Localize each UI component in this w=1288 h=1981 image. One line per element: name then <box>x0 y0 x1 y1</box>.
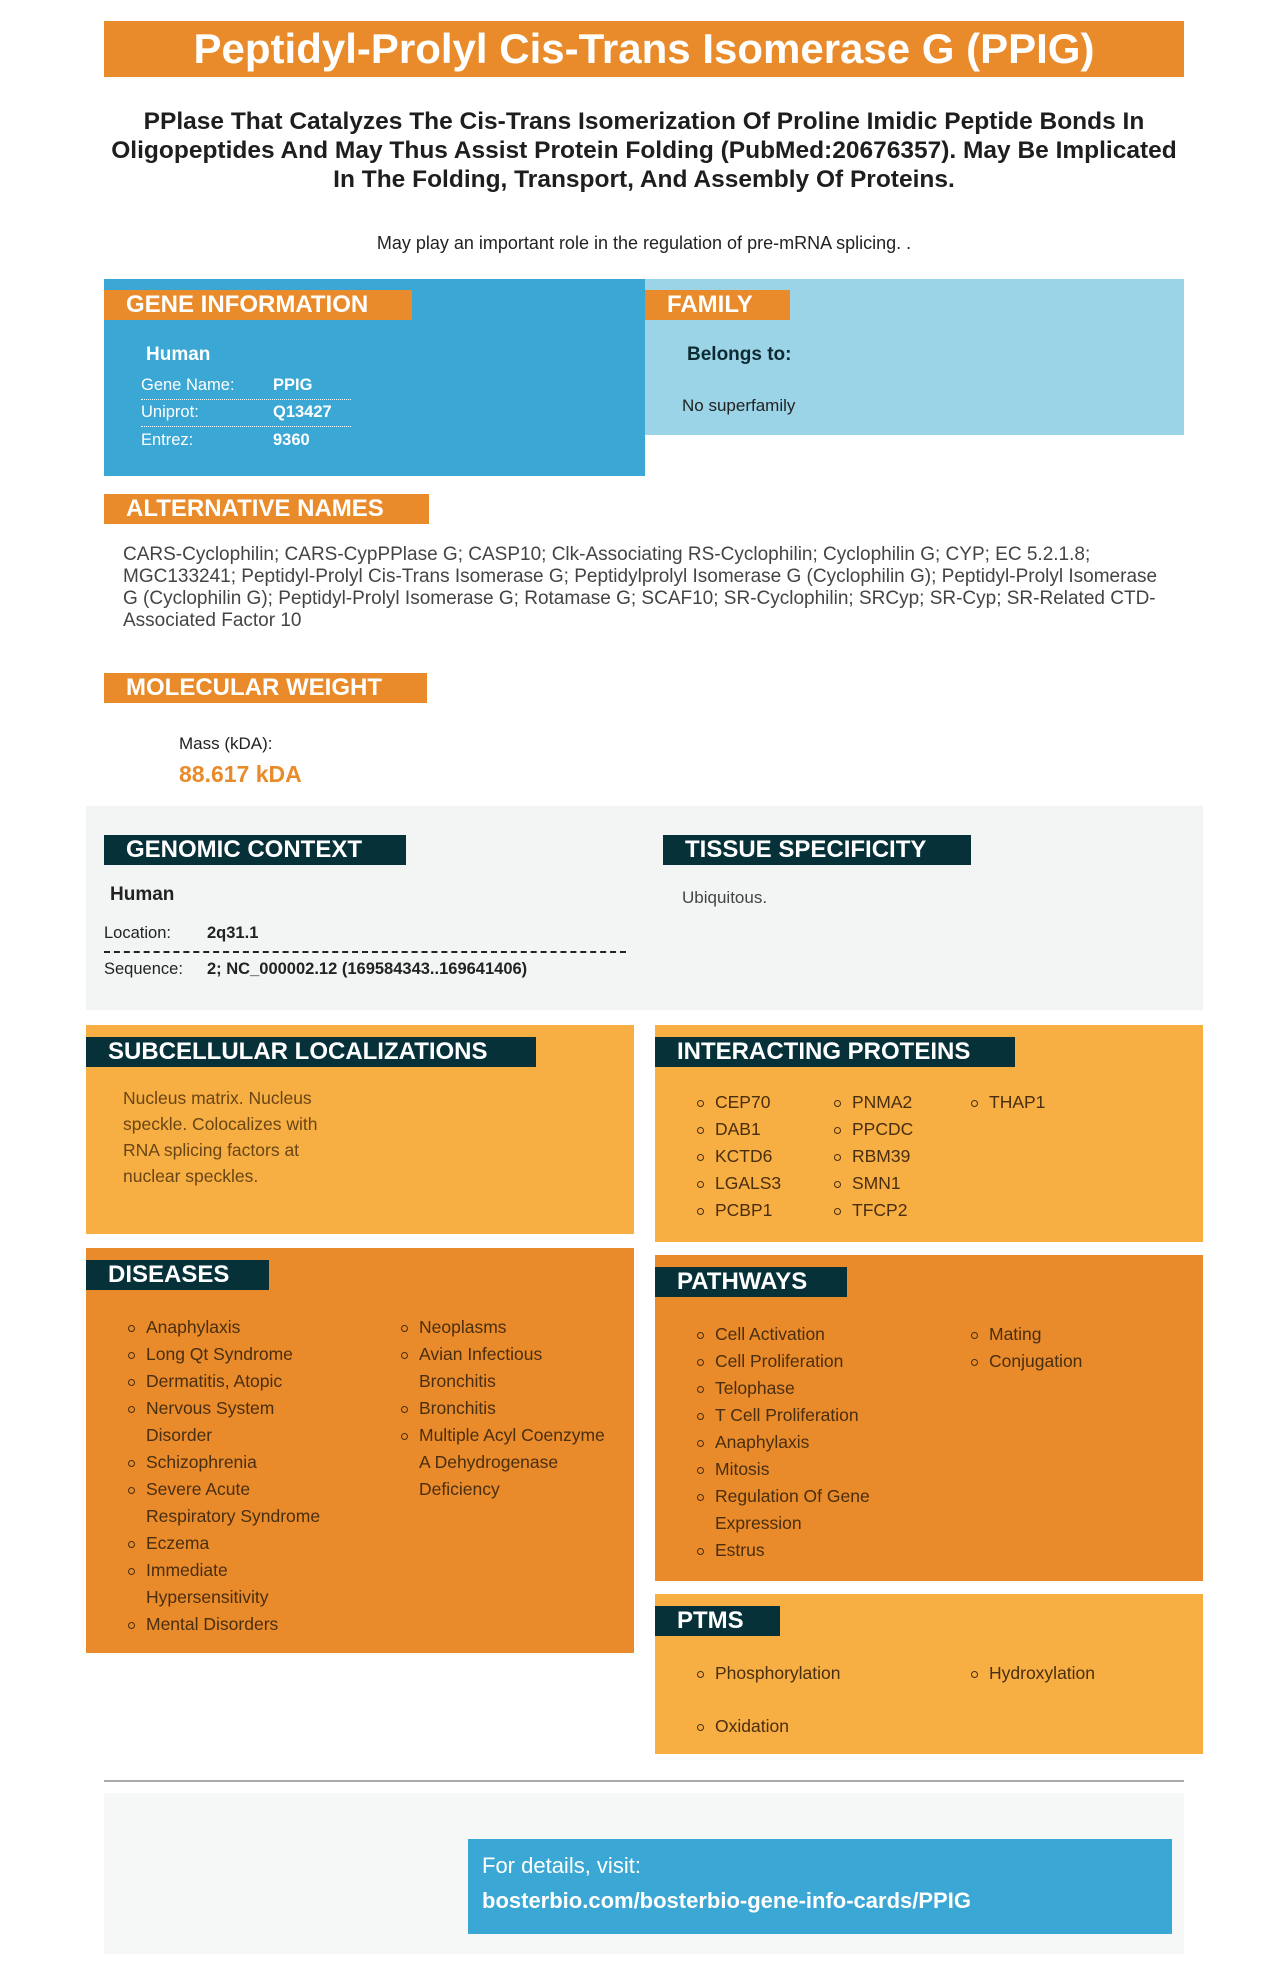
subcellular-localizations-panel <box>86 1025 634 1234</box>
tissue-specificity-text: Ubiquitous. <box>682 888 768 907</box>
ptm-item: Oxidation <box>695 1713 841 1740</box>
interacting-protein-list <box>695 1089 781 1224</box>
disease-item: Neoplasms <box>399 1314 609 1341</box>
interacting-protein-item: PPCDC <box>832 1116 913 1143</box>
interacting-protein-item: THAP1 <box>969 1089 1045 1116</box>
uniprot-row <box>141 403 351 427</box>
location-label: Location: <box>104 924 171 942</box>
pathway-item: T Cell Proliferation <box>695 1402 925 1429</box>
subcellular-localizations-header: SUBCELLULAR LOCALIZATIONS <box>86 1037 536 1067</box>
gene-name-label: Gene Name: <box>141 376 235 394</box>
uniprot-label: Uniprot: <box>141 403 199 421</box>
gene-name-value: PPIG <box>273 376 313 394</box>
alternative-names-text: CARS-Cyclophilin; CARS-CypPPlase G; CASP10; Clk-Associating RS-Cyclophilin; Cyclophilin G; CYP; EC 5.2.1.8; MGC133241; Peptidyl-Prolyl Cis-Trans Isomerase G; Peptidylprolyl Isomerase G (Cyclophilin G); Peptidyl-Prolyl Isomerase G (Cyclophilin G); Peptidyl-Prolyl Isomerase G; Rotamase G; SCAF10; SR-Cyclophilin; SRCyp; SR-Cyp; SR-Related CTD-Associated Factor 10 <box>123 544 1158 631</box>
family-header: FAMILY <box>645 290 790 320</box>
protein-function-summary: PPlase That Catalyzes The Cis-Trans Isomerization Of Proline Imidic Peptide Bonds In Oligopeptides And May Thus Assist Protein Folding (PubMed:20676357). May Be Implicated In The Folding, Transport, And Assembly Of Proteins. <box>111 108 1177 193</box>
diseases-header: DISEASES <box>86 1260 269 1290</box>
disease-item: Severe Acute Respiratory Syndrome <box>126 1476 326 1530</box>
gene-information-panel <box>104 279 645 476</box>
pathways-header: PATHWAYS <box>655 1267 847 1297</box>
disease-item: Schizophrenia <box>126 1449 326 1476</box>
disease-item: Multiple Acyl Coenzyme A Dehydrogenase Deficiency <box>399 1422 609 1503</box>
interacting-protein-item: SMN1 <box>832 1170 913 1197</box>
interacting-protein-list <box>832 1089 913 1224</box>
interacting-protein-list <box>969 1089 1045 1116</box>
ptms-panel <box>655 1594 1203 1754</box>
pathway-item: Mating <box>969 1321 1169 1348</box>
details-label: For details, visit: <box>482 1853 641 1878</box>
details-link[interactable]: bosterbio.com/bosterbio-gene-info-cards/PPIG <box>482 1888 971 1913</box>
ptm-item: Phosphorylation <box>695 1660 841 1687</box>
sequence-label: Sequence: <box>104 960 183 978</box>
pathway-item: Cell Activation <box>695 1321 925 1348</box>
mass-value: 88.617 kDA <box>179 761 302 787</box>
interacting-protein-item: KCTD6 <box>695 1143 781 1170</box>
subcellular-localizations-text: Nucleus matrix. Nucleus speckle. Colocalizes with RNA splicing factors at nuclear speckles. <box>123 1088 318 1186</box>
alternative-names-header: ALTERNATIVE NAMES <box>104 494 429 524</box>
disease-item: Bronchitis <box>399 1395 609 1422</box>
disease-item: Long Qt Syndrome <box>126 1341 326 1368</box>
sequence-value: 2; NC_000002.12 (169584343..169641406) <box>207 960 528 978</box>
disease-item: Mental Disorders <box>126 1611 326 1638</box>
interacting-protein-item: TFCP2 <box>832 1197 913 1224</box>
location-value: 2q31.1 <box>207 924 259 942</box>
page-title: Peptidyl-Prolyl Cis-Trans Isomerase G (PPIG) <box>104 21 1184 77</box>
disease-list <box>399 1314 609 1503</box>
disease-item: Dermatitis, Atopic <box>126 1368 326 1395</box>
interacting-protein-item: PNMA2 <box>832 1089 913 1116</box>
family-value: No superfamily <box>682 396 796 415</box>
disease-item: Avian Infectious Bronchitis <box>399 1341 609 1395</box>
pathway-item: Anaphylaxis <box>695 1429 925 1456</box>
pathway-item: Conjugation <box>969 1348 1169 1375</box>
pathway-item: Telophase <box>695 1375 925 1402</box>
sequence-row <box>104 960 527 979</box>
disease-item: Immediate Hypersensitivity <box>126 1557 326 1611</box>
gene-species: Human <box>146 344 211 365</box>
disease-item: Anaphylaxis <box>126 1314 326 1341</box>
interacting-protein-item: LGALS3 <box>695 1170 781 1197</box>
molecular-weight-header: MOLECULAR WEIGHT <box>104 673 427 703</box>
pathway-item: Regulation Of Gene Expression <box>695 1483 925 1537</box>
pathway-item: Cell Proliferation <box>695 1348 925 1375</box>
genomic-species: Human <box>110 884 175 905</box>
tissue-specificity-header: TISSUE SPECIFICITY <box>663 835 971 865</box>
genomic-tissue-section <box>86 806 1203 1010</box>
details-callout <box>468 1839 1172 1934</box>
uniprot-value[interactable]: Q13427 <box>273 403 332 421</box>
disease-item: Eczema <box>126 1530 326 1557</box>
location-row <box>104 924 626 953</box>
disease-list <box>126 1314 326 1638</box>
interacting-proteins-header: INTERACTING PROTEINS <box>655 1037 1015 1067</box>
gene-name-row <box>141 376 351 400</box>
ptm-item: Hydroxylation <box>969 1660 1095 1687</box>
interacting-proteins-panel <box>655 1025 1203 1242</box>
ptm-list <box>695 1660 841 1766</box>
interacting-protein-item: DAB1 <box>695 1116 781 1143</box>
ptm-list <box>969 1660 1095 1713</box>
pathway-list <box>969 1321 1169 1375</box>
diseases-panel <box>86 1248 634 1653</box>
genomic-context-header: GENOMIC CONTEXT <box>104 835 406 865</box>
mass-label: Mass (kDA): <box>179 734 273 753</box>
entrez-label: Entrez: <box>141 431 194 449</box>
footer-divider <box>104 1780 1184 1782</box>
disease-item: Nervous System Disorder <box>126 1395 326 1449</box>
belongs-to-label: Belongs to: <box>687 344 792 365</box>
entrez-row <box>141 431 310 450</box>
gene-information-header: GENE INFORMATION <box>104 290 412 320</box>
pathway-item: Estrus <box>695 1537 925 1564</box>
ptms-header: PTMS <box>655 1606 780 1636</box>
interacting-protein-item: CEP70 <box>695 1089 781 1116</box>
entrez-value[interactable]: 9360 <box>273 431 310 449</box>
pathways-panel <box>655 1255 1203 1581</box>
interacting-protein-item: RBM39 <box>832 1143 913 1170</box>
interacting-protein-item: PCBP1 <box>695 1197 781 1224</box>
pathway-item: Mitosis <box>695 1456 925 1483</box>
pathway-list <box>695 1321 925 1564</box>
family-panel <box>645 279 1184 435</box>
function-note: May play an important role in the regulation of pre-mRNA splicing. . <box>376 233 912 253</box>
